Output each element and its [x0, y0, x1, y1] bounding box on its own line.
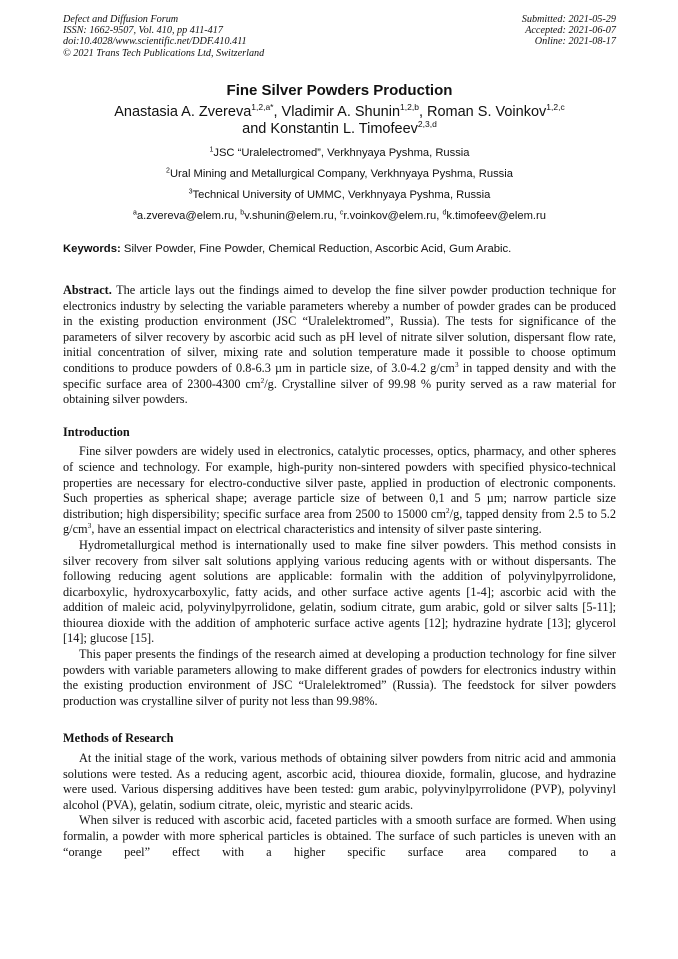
author-name: Anastasia A. Zvereva [114, 104, 252, 120]
paragraph [63, 444, 616, 538]
affiliation-text: Ural Mining and Metallurgical Company, Verkhnyaya Pyshma, Russia [169, 168, 513, 180]
author-separator: , [273, 104, 282, 120]
superscript: 3 [454, 359, 459, 369]
author-name: and Konstantin L. Timofeev [242, 121, 418, 137]
journal-name: Defect and Diffusion Forum [63, 14, 179, 25]
author-sup: 1,2,b [400, 102, 419, 113]
paragraph: This paper presents the findings of the research aimed at developing a production technology for fine silver powders with variable parameters allowing to make different grades of powders for electronics industry within the existing production environment of JSC “Uralelektromed” (Russia). The feedstock for silver powders production was crystalline silver of purity not less than 99.98%. [63, 647, 616, 708]
email-link[interactable]: k.timofeev@elem.ru [446, 210, 546, 222]
author-separator: , [418, 104, 427, 120]
author-sup: 1,2,c [546, 102, 565, 113]
superscript: 2 [445, 505, 450, 515]
abstract-paragraph [63, 283, 616, 408]
keywords-label: Keywords: [63, 243, 121, 255]
author-name: Vladimir A. Shunin [281, 104, 401, 120]
email-link[interactable]: r.voinkov@elem.ru [343, 210, 437, 222]
affiliation [63, 143, 616, 164]
email-list [63, 206, 616, 227]
journal-header [63, 14, 616, 66]
paragraph: At the initial stage of the work, various methods of obtaining silver powders from nitric acid and ammonia solutions were tested. As a reducing agent, ascorbic acid, thiourea dioxide, formalin, glucose, and hydrazine were used. Various dispersing additives have been tested: gum arabic, polyvinylpyrrolidone (PVP), polyvinyl alcohol (PVA), gelatin, sodium citrate, oleic, myristic and stearic acids. [63, 751, 616, 812]
abstract-text: The article lays out the findings aimed to develop the fine silver powder production technique for electronics industry by selecting the variable parameters whereby a number of powder grades can be produced in the existing production environment (JSC “Uralelektromed”, Russia). The tests for significance of the parameters of silver recovery by ascorbic acid such as pH level of nitrate silver solution, dispersant flow rate, initial concentration of silver, mixing rate and solution temperature made it possible to choose optimum conditions to produce powders of 0.8-6.3 µm in particle size, of 3.0-4.2 g/cm [63, 283, 616, 375]
author-list [63, 104, 616, 138]
email-link[interactable]: a.zvereva@elem.ru [136, 210, 235, 222]
abstract-text: /g. Crystalline silver of 99.98 % purity served as a raw material for obtaining silver powders. [63, 376, 616, 407]
affiliation [63, 185, 616, 206]
email-sup: d [442, 209, 447, 217]
affiliation-sup: 2 [166, 167, 170, 175]
paragraph: Hydrometallurgical method is internationally used to make fine silver powders. This method consists in silver recovery from silver salt solutions applying various reducing agents with or without dispersants. The following reducing agent solutions are applicable: formalin with the addition of polyvinylpyrrolidone, dicarboxylic, hydroxycarboxylic, fatty acids, and other surface active agents [1-4]; ascorbic acid with the addition of maleic acid, polyvinylpyrrolidone, gelatin, sodium citrate, gum arabic, gold or silver salts [5-11]; thiourea dioxide with the addition of amphoteric surface active agents [12]; hydrazine hydrate [13]; glycerol [14]; glucose [15]. [63, 537, 616, 646]
keywords-text: Silver Powder, Fine Powder, Chemical Reduction, Ascorbic Acid, Gum Arabic. [120, 243, 512, 255]
journal-doi[interactable]: doi:10.4028/www.scientific.net/DDF.410.411 [63, 36, 247, 48]
keywords [63, 242, 616, 256]
email-sup: a [132, 209, 137, 217]
paper-title: Fine Silver Powders Production [226, 82, 453, 99]
author-line-2 [63, 121, 616, 138]
methods-section [63, 751, 616, 860]
paper-page [63, 14, 616, 860]
author-sup: 1,2,a* [251, 102, 274, 113]
superscript: 2 [260, 375, 265, 385]
author-name: Roman S. Voinkov [427, 104, 547, 120]
paragraph: When silver is reduced with ascorbic acid, faceted particles with a smooth surface are formed. When using formalin, a powder with more spherical particles is obtained. The surface of such particles is uneven with an “orange peel” effect with a higher specific surface area compared to a [63, 813, 616, 859]
submitted-date: Submitted: 2021-05-29 [521, 14, 616, 25]
author-line-1 [63, 104, 616, 121]
journal-info [63, 14, 264, 59]
email-separator: , [333, 210, 340, 222]
online-date: Online: 2021-08-17 [534, 36, 616, 48]
affiliation-text: Technical University of UMMC, Verkhnyaya Pyshma, Russia [192, 189, 491, 201]
affiliation-sup: 1 [209, 146, 214, 154]
abstract-label: Abstract. [63, 283, 112, 297]
journal-copyright: © 2021 Trans Tech Publications Ltd, Switzerland [63, 47, 265, 59]
paragraph-text: , have an essential impact on electrical characteristics and intensity of silver paste sintering. [91, 522, 542, 537]
email-link[interactable]: v.shunin@elem.ru [244, 210, 334, 222]
email-sup: c [339, 209, 344, 217]
introduction-heading: Introduction [63, 424, 130, 439]
superscript: 3 [87, 521, 92, 531]
paragraph-text: /g, tapped density from 2.5 to 5.2 g/cm [63, 506, 616, 537]
email-separator: , [234, 210, 241, 222]
introduction-section [63, 444, 616, 709]
abstract [63, 283, 616, 408]
affiliation [63, 164, 616, 185]
abstract-text: in tapped density and with the specific surface area of 2300-4300 cm [63, 360, 616, 391]
affiliation-sup: 3 [188, 188, 193, 196]
email-separator: , [436, 210, 443, 222]
affiliation-text: JSC “Uralelectromed”, Verkhnyaya Pyshma, Russia [213, 147, 470, 159]
publication-dates [522, 14, 616, 48]
author-sup: 2,3,d [417, 119, 437, 130]
accepted-date: Accepted: 2021-06-07 [525, 25, 616, 37]
paragraph-text: Fine silver powders are widely used in electronics, catalytic processes, optics, pharmacy, and other spheres of science and technology. For example, high-purity non-sintered powders with specified physico-technical properties are necessary for electro-conductive silver paste, applied in production of electronic components. Such properties as spherical shape; average particle size of between 0,1 and 5 µm; narrow particle size distribution; high dispersibility; specific surface area from 2500 to 15000 cm [63, 444, 616, 521]
affiliations [63, 143, 616, 227]
journal-issn: ISSN: 1662-9507, Vol. 410, pp 411-417 [63, 25, 223, 37]
methods-heading: Methods of Research [63, 731, 174, 746]
email-sup: b [240, 209, 245, 217]
